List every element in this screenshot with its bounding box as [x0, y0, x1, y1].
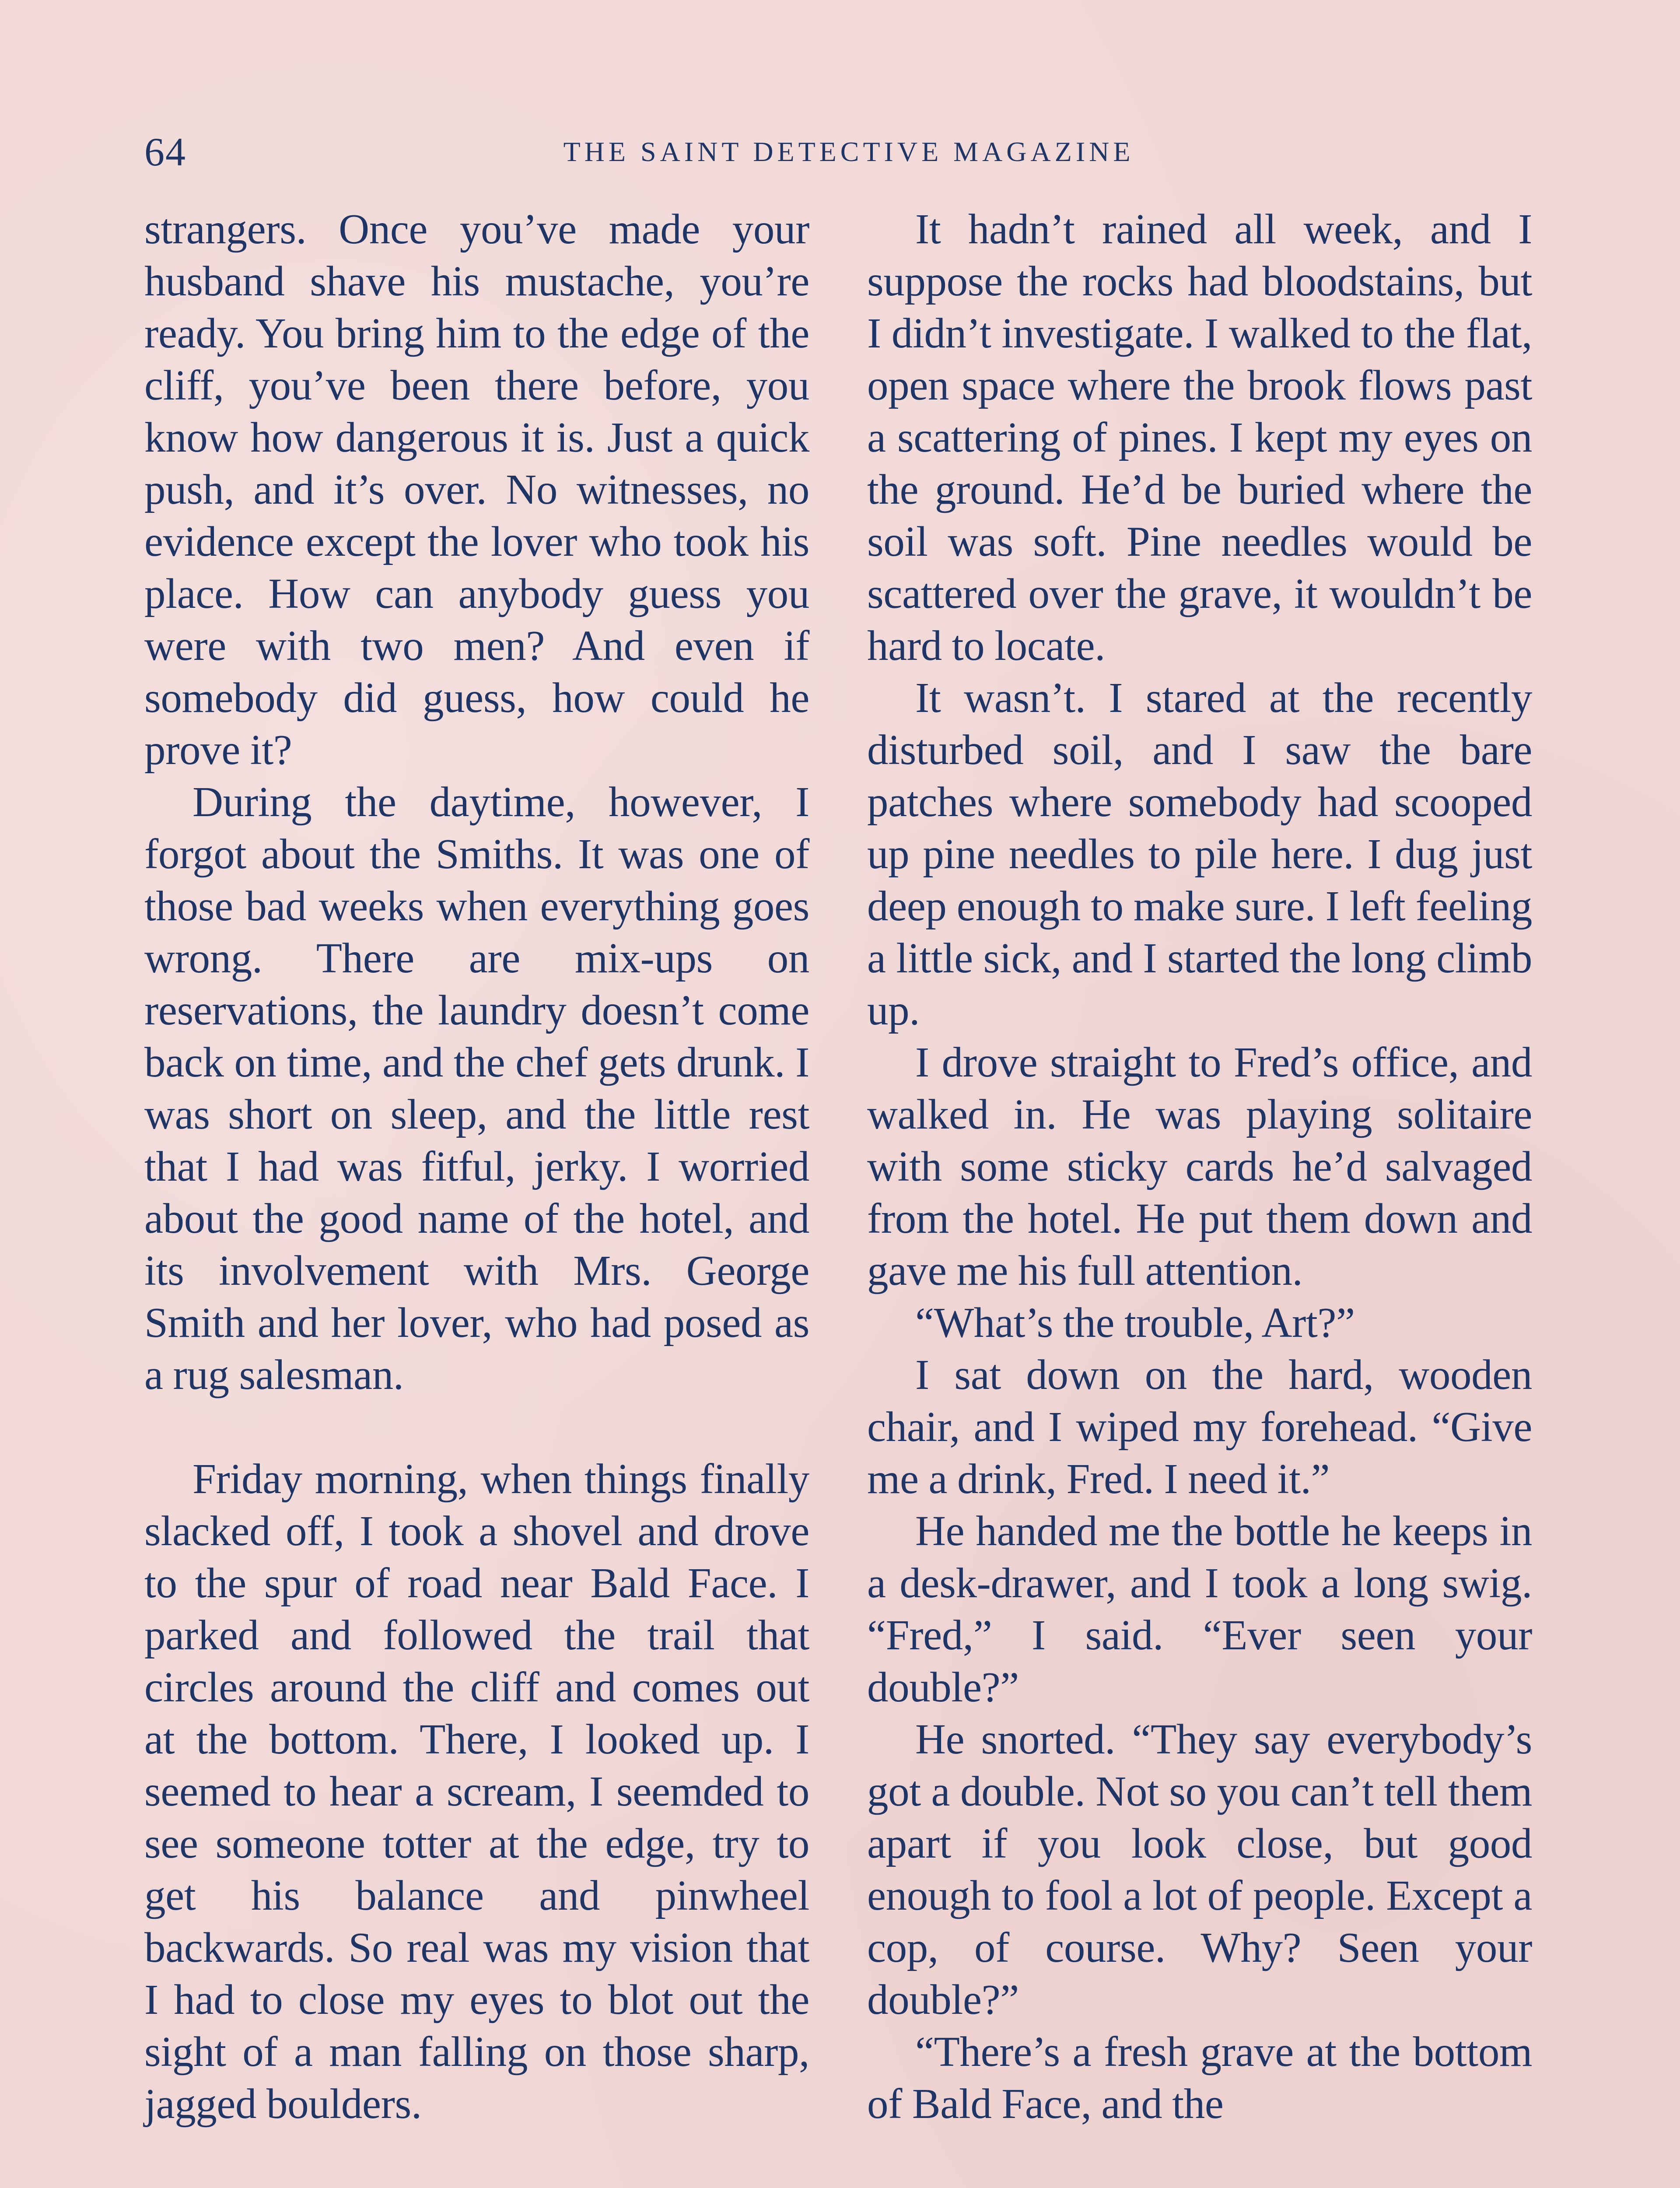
page-number: 64 [144, 130, 186, 174]
left-column [144, 203, 809, 2130]
paragraph: He snorted. “They say everybody’s got a double. Not so you can’t tell them apart if you look close, but good enough to fool a lot of people. Except a cop, of course. Why? Seen your double?” [867, 1716, 1532, 2023]
paragraph: During the daytime, however, I forgot about the Smiths. It was one of those bad weeks when everything goes wrong. There are mix-ups on reservations, the laundry doesn’t come back on time, and the chef gets drunk. I was short on sleep, and the little rest that I had was fitful, jerky. I worried about the good name of the hotel, and its involvement with Mrs. George Smith and her lover, who had posed as a rug salesman. [144, 778, 809, 1398]
paragraph: It wasn’t. I stared at the recently disturbed soil, and I saw the bare patches where somebody had scooped up pine needles to pile here. I dug just deep enough to make sure. I left feeling a little sick, and I started the long climb up. [867, 674, 1532, 1034]
paragraph: “There’s a fresh grave at the bottom of Bald Face, and the [867, 2028, 1532, 2127]
running-head: THE SAINT DETECTIVE MAGAZINE [563, 136, 1134, 167]
paragraph: He handed me the bottle he keeps in a desk-drawer, and I took a long swig. “Fred,” I said. “Ever seen your double?” [867, 1508, 1532, 1711]
paragraph: I drove straight to Fred’s office, and walked in. He was playing solitaire with some sticky cards he’d salvaged from the hotel. He put them down and gave me his full attention. [867, 1039, 1532, 1294]
paragraph: “What’s the trouble, Art?” [915, 1299, 1355, 1346]
paragraph: strangers. Once you’ve made your husband shave his mustache, you’re ready. You bring him to the edge of the cliff, you’ve been there before, you know how dangerous it is. Just a quick push, and it’s over. No witnesses, no evidence except the lover who took his place. How can anybody guess you were with two men? And even if somebody did guess, how could he prove it? [144, 206, 809, 773]
page-header [144, 119, 1536, 185]
paragraph: I sat down on the hard, wooden chair, and I wiped my forehead. “Give me a drink, Fred. I need it.” [867, 1351, 1532, 1502]
right-column [867, 203, 1532, 2130]
paragraph: It hadn’t rained all week, and I suppose the rocks had bloodstains, but I didn’t investigate. I walked to the flat, open space where the brook flows past a scattering of pines. I kept my eyes on the ground. He’d be buried where the soil was soft. Pine needles would be scattered over the grave, it wouldn’t be hard to locate. [867, 206, 1532, 669]
paragraph: Friday morning, when things finally slacked off, I took a shovel and drove to the spur of road near Bald Face. I parked and followed the trail that circles around the cliff and comes out at the bottom. There, I looked up. I seemed to hear a scream, I seemded to see someone totter at the edge, try to get his balance and pinwheel backwards. So real was my vision that I had to close my eyes to blot out the sight of a man falling on those sharp, jagged boulders. [144, 1455, 809, 2127]
